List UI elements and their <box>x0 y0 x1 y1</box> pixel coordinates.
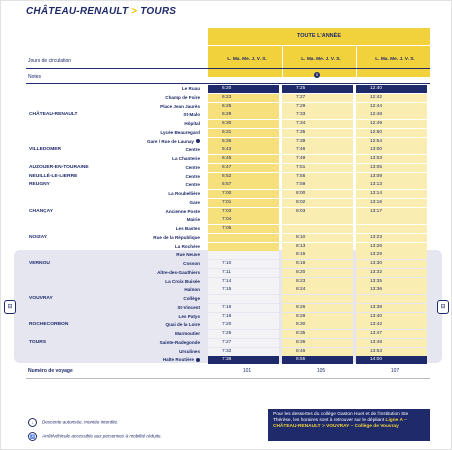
table-row <box>26 330 430 338</box>
stop-name-text: Quai de la Loire <box>165 322 200 328</box>
time-cell: 6:52 <box>208 173 279 181</box>
time-cell: 6:47 <box>208 164 279 172</box>
time-cell: 13:30 <box>356 260 427 268</box>
header-rule <box>26 68 430 69</box>
time-cell: 8:20 <box>282 269 353 277</box>
stop-name-text: Marmoutier <box>174 331 200 336</box>
stop-name <box>179 348 200 356</box>
commune-label: VERNOU <box>29 261 50 266</box>
table-row <box>26 103 430 111</box>
table-row <box>26 313 430 321</box>
commune-label: CHANÇAY <box>29 208 54 214</box>
time-cell: 6:45 <box>208 155 279 163</box>
stop-name <box>185 146 200 154</box>
table-row <box>26 348 430 356</box>
stop-name-text: Gare <box>189 199 200 205</box>
time-cell: 13:53 <box>356 348 427 356</box>
time-cell: 12:54 <box>356 138 427 146</box>
stop-name <box>168 190 200 198</box>
wheelchair-icon <box>196 139 200 143</box>
time-cell: 7:32 <box>208 348 279 356</box>
time-cell: 8:18 <box>282 260 353 268</box>
time-cell: 7:18 <box>208 313 279 321</box>
time-cell: 8:55 <box>282 356 353 364</box>
time-cell: 7:04 <box>208 216 279 224</box>
time-cell: 12:50 <box>356 129 427 137</box>
time-cell: 13:38 <box>356 304 427 312</box>
column-divider <box>356 45 357 77</box>
stop-name-text: La Rochère <box>174 243 200 249</box>
stop-name-text: Le Ruau <box>181 86 200 91</box>
stop-name-text: Sainte-Radegonde <box>159 339 200 345</box>
time-cell: 6:20 <box>208 85 279 93</box>
time-cell: 7:49 <box>282 155 353 163</box>
time-cell: 6:30 <box>208 120 279 128</box>
stop-name <box>183 260 200 268</box>
commune-label: NOIZAY <box>29 234 48 240</box>
footer-rule <box>26 378 430 379</box>
table-row <box>26 243 430 251</box>
time-cell: 7:10 <box>208 260 279 268</box>
time-cell: 6:23 <box>208 94 279 102</box>
time-cell: 8:36 <box>282 339 353 347</box>
stop-name-text: Centre <box>185 173 200 179</box>
time-cell: 13:14 <box>356 190 427 198</box>
stop-name <box>184 286 200 294</box>
legend-descente-text: Descente autorisée, montée interdite. <box>42 419 119 425</box>
time-cell: 7:55 <box>282 173 353 181</box>
stop-name <box>165 94 200 102</box>
commune-label: VOUVRAY <box>29 296 53 301</box>
time-cell: 13:40 <box>356 313 427 321</box>
time-cell: 13:23 <box>356 234 427 242</box>
time-cell: 8:30 <box>282 321 353 329</box>
time-cell: 7:25 <box>208 330 279 338</box>
stop-name-text: Les Patys <box>178 313 200 319</box>
time-cell: 13:26 <box>356 243 427 251</box>
table-row <box>26 181 430 189</box>
time-cell: 8:46 <box>282 348 353 356</box>
time-cell: 12:49 <box>356 120 427 128</box>
time-cell: 7:38 <box>208 356 279 364</box>
days-cell: L. Ma. Me. J. V. S. <box>301 57 341 62</box>
info-box <box>268 409 430 441</box>
stop-name <box>166 321 200 329</box>
table-row <box>26 111 430 119</box>
stop-name-text: Rue de la République <box>153 234 200 240</box>
stop-name-text: St-Vincent <box>177 304 200 310</box>
stop-name <box>184 120 200 128</box>
stop-name-text: Place Jean Jaurès <box>160 103 200 109</box>
title-destination: TOURS <box>140 6 177 17</box>
time-cell: 13:29 <box>356 251 427 259</box>
table-row <box>26 295 430 303</box>
stop-name <box>166 208 200 216</box>
stop-name-text: Lycée Beauregard <box>160 129 200 135</box>
stop-name-text: Ursulines <box>179 348 200 354</box>
time-cell: 6:43 <box>208 146 279 154</box>
stop-name <box>147 138 200 146</box>
stop-name-text: La Chanterie <box>172 156 200 161</box>
time-cell: 7:01 <box>208 199 279 207</box>
time-cell: 7:25 <box>282 85 353 93</box>
time-cell <box>208 234 279 242</box>
table-row <box>26 138 430 146</box>
table-row <box>26 339 430 347</box>
time-cell: 8:02 <box>282 199 353 207</box>
table-row <box>26 321 430 329</box>
table-row <box>26 225 430 233</box>
time-cell: 7:03 <box>208 208 279 216</box>
stop-name-text: Mairie <box>186 217 200 223</box>
stop-name-text: Les Bastes <box>175 226 200 231</box>
commune-label: CHÂTEAU-RENAULT <box>29 112 78 118</box>
time-cell: 7:39 <box>282 138 353 146</box>
time-cell: 13:13 <box>356 181 427 189</box>
time-cell <box>208 243 279 251</box>
info-text: Pour les dessertes du collège Gaston Huet et de l'institution Ste Thérèse, les horaires sont à retrouver sur le dépliant <box>273 412 409 423</box>
title-origin: CHÂTEAU-RENAULT <box>26 6 129 17</box>
time-cell: 7:27 <box>282 94 353 102</box>
time-cell: 12:48 <box>356 111 427 119</box>
time-cell: 7:00 <box>208 190 279 198</box>
time-cell: 8:23 <box>282 278 353 286</box>
time-cell: 13:42 <box>356 321 427 329</box>
time-cell: 13:48 <box>356 339 427 347</box>
stop-name <box>157 269 200 277</box>
time-cell: 7:46 <box>282 146 353 154</box>
days-cell: L. Ma. Me. J. V. S. <box>375 57 415 62</box>
days-cell: L. Ma. Me. J. V. S. <box>227 57 267 62</box>
table-row <box>26 208 430 216</box>
table-row <box>26 190 430 198</box>
stop-name <box>160 103 200 111</box>
table-row <box>26 278 430 286</box>
time-cell: 6:57 <box>208 181 279 189</box>
stop-name <box>182 85 200 93</box>
time-cell: 8:16 <box>282 251 353 259</box>
time-cell: 8:35 <box>282 330 353 338</box>
stop-name-text: Halnon <box>184 287 200 293</box>
time-cell: 13:03 <box>356 155 427 163</box>
table-row <box>26 155 430 163</box>
time-cell: 8:24 <box>282 286 353 294</box>
bus-icon: ⊟ <box>4 300 16 314</box>
voyage-number: 105 <box>316 368 326 374</box>
stop-name <box>185 181 200 189</box>
time-cell: 8:03 <box>282 208 353 216</box>
stop-name <box>177 304 200 312</box>
time-cell: 12:40 <box>356 85 427 93</box>
stop-name <box>163 356 200 364</box>
time-cell <box>208 295 279 303</box>
page-title <box>26 6 176 17</box>
time-cell: 8:28 <box>282 313 353 321</box>
bus-icon: ⊟ <box>437 300 449 314</box>
commune-label: ROCHECORBON <box>29 322 69 328</box>
stop-name-text: St-Malo <box>183 112 200 118</box>
table-row <box>26 269 430 277</box>
table-row <box>26 234 430 242</box>
stop-name <box>175 243 200 251</box>
time-cell: 8:26 <box>282 304 353 312</box>
time-cell <box>356 216 427 224</box>
time-cell <box>356 225 427 233</box>
table-row <box>26 199 430 207</box>
time-cell: 8:00 <box>282 190 353 198</box>
wheelchair-icon: ♿ <box>28 432 37 441</box>
time-cell: 7:51 <box>282 164 353 172</box>
school-icon: S <box>315 72 319 77</box>
stop-name <box>176 225 200 233</box>
stop-name <box>153 234 200 242</box>
stop-name-text: Aître-des-Gauthiers <box>157 269 200 275</box>
stop-name-text: Cosson <box>183 261 200 266</box>
stop-name-text: Gare / Rue de Launay <box>147 138 194 144</box>
voyage-label: Numéro de voyage <box>28 368 73 374</box>
table-row <box>26 304 430 312</box>
stop-name <box>172 155 200 163</box>
stop-name-text: Collège <box>183 296 200 301</box>
time-cell: 6:29 <box>208 111 279 119</box>
period-label: TOUTE L'ANNÉE <box>297 33 341 39</box>
stop-name <box>160 339 200 347</box>
legend-pmr <box>28 432 162 441</box>
time-cell: 13:09 <box>356 173 427 181</box>
time-cell: 13:35 <box>356 278 427 286</box>
stop-name-text: Ancienne Poste <box>165 208 200 214</box>
stop-name <box>183 111 200 119</box>
stop-name-text: Hôpital <box>184 121 200 126</box>
stop-name <box>187 216 200 224</box>
stop-name <box>175 330 200 338</box>
legend-pmr-text: Arrêt/véhicule accessible aux personnes à mobilité réduite. <box>42 433 162 439</box>
time-cell: 7:14 <box>208 278 279 286</box>
time-cell: 13:36 <box>356 286 427 294</box>
time-cell: 13:47 <box>356 330 427 338</box>
time-cell: 13:00 <box>356 146 427 154</box>
stop-name <box>160 129 200 137</box>
stop-name <box>185 173 200 181</box>
stop-name-text: La Croix Buisée <box>165 278 200 284</box>
stop-name-text: Rue Neuve <box>176 252 200 258</box>
days-label: Jours de circulation <box>28 58 72 64</box>
time-cell: 8:13 <box>282 243 353 251</box>
time-cell: 7:05 <box>208 225 279 233</box>
time-cell: 13:32 <box>356 269 427 277</box>
table-row <box>26 286 430 294</box>
time-cell <box>356 295 427 303</box>
title-separator: > <box>131 6 138 17</box>
descente-icon: ↓ <box>28 418 37 427</box>
wheelchair-icon <box>196 358 200 362</box>
time-cell: 13:17 <box>356 208 427 216</box>
stop-name-text: Champ de Foire <box>165 94 200 100</box>
stop-name-text: Centre <box>185 147 200 153</box>
time-cell <box>282 225 353 233</box>
time-cell: 7:15 <box>208 286 279 294</box>
commune-label: VILLEDOMER <box>29 147 62 153</box>
notes-label: Notes <box>28 74 42 80</box>
time-cell: 8:10 <box>282 234 353 242</box>
commune-label: TOURS <box>29 339 47 345</box>
stop-name-text: Halte Routière <box>162 357 194 363</box>
time-cell: 13:05 <box>356 164 427 172</box>
table-row <box>26 120 430 128</box>
time-cell: 6:25 <box>208 103 279 111</box>
stop-name-text: Centre <box>185 164 200 170</box>
table-row <box>26 251 430 259</box>
column-divider <box>282 45 283 77</box>
time-cell: 7:16 <box>208 304 279 312</box>
time-cell: 12:44 <box>356 103 427 111</box>
table-row <box>26 129 430 137</box>
notes-rule <box>26 83 430 84</box>
voyage-number: 107 <box>390 368 400 374</box>
time-cell: 14:00 <box>356 356 427 364</box>
table-row <box>26 146 430 154</box>
time-cell: 7:20 <box>208 321 279 329</box>
stop-name <box>165 278 200 286</box>
time-cell: 7:34 <box>282 120 353 128</box>
time-cell: 6:31 <box>208 129 279 137</box>
commune-label: NEUILLÉ-LE-LIERRE <box>29 173 78 179</box>
time-cell: 6:36 <box>208 138 279 146</box>
time-cell <box>282 295 353 303</box>
stop-name-text: Centre <box>185 182 200 188</box>
stop-name <box>185 164 200 172</box>
table-row <box>26 85 430 93</box>
time-cell: 13:16 <box>356 199 427 207</box>
table-row <box>26 260 430 268</box>
stop-name <box>176 251 200 259</box>
time-cell: 7:35 <box>282 129 353 137</box>
stop-name <box>179 313 200 321</box>
table-row <box>26 94 430 102</box>
info-highlight: Ligne A – CHÂTEAU-RENAULT > VOUVRAY – Collège de Vouvray <box>273 418 407 429</box>
time-cell: 7:27 <box>208 339 279 347</box>
commune-label: REUGNY <box>29 182 50 188</box>
time-cell <box>282 216 353 224</box>
commune-label: AUZOUER-EN-TOURAINE <box>29 164 89 170</box>
time-cell: 12:42 <box>356 94 427 102</box>
table-row <box>26 356 430 364</box>
time-cell: 7:59 <box>282 181 353 189</box>
stop-name <box>190 199 200 207</box>
stop-name-text: La Roubellière <box>168 191 200 196</box>
header-divider <box>208 45 430 46</box>
stop-name <box>183 295 200 303</box>
time-cell: 7:11 <box>208 269 279 277</box>
voyage-number: 101 <box>242 368 252 374</box>
table-row <box>26 173 430 181</box>
table-row <box>26 164 430 172</box>
legend-descente <box>28 418 118 427</box>
table-row <box>26 216 430 224</box>
time-cell: 7:29 <box>282 103 353 111</box>
time-cell: 7:33 <box>282 111 353 119</box>
time-cell <box>208 251 279 259</box>
